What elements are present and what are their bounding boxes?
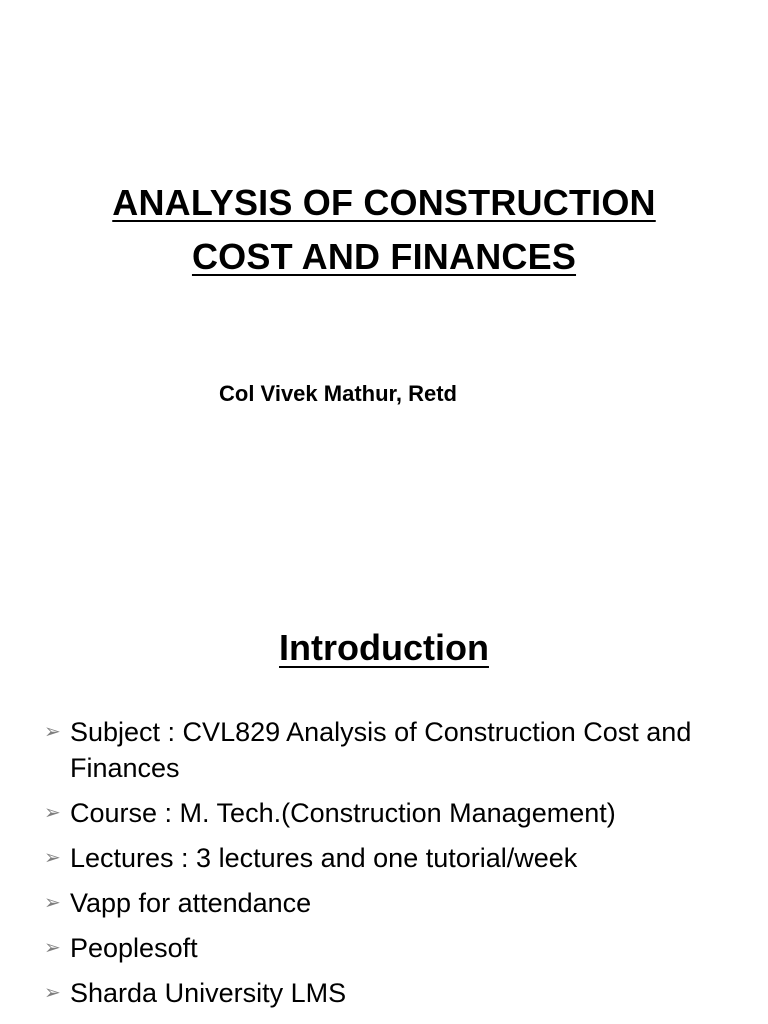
introduction-heading-text: Introduction: [279, 627, 489, 668]
list-item: [44, 930, 734, 966]
arrowhead-bullet-icon: ➢: [44, 982, 61, 1004]
arrowhead-bullet-icon: ➢: [44, 937, 61, 959]
list-item: [44, 885, 734, 921]
arrowhead-bullet-icon: ➢: [44, 802, 61, 824]
list-item: [44, 975, 734, 1011]
list-item-text: Subject : CVL829 Analysis of Construction Cost and Finances: [70, 717, 692, 783]
introduction-heading: [0, 626, 768, 670]
author-name: Col Vivek Mathur, Retd: [219, 381, 457, 406]
title-line-2: COST AND FINANCES: [191, 236, 577, 277]
list-item-text: Course : M. Tech.(Construction Management): [70, 798, 616, 828]
list-item-text: Sharda University LMS: [70, 978, 347, 1008]
list-item: [44, 840, 734, 876]
list-item: [44, 795, 734, 831]
title-line-1: ANALYSIS OF CONSTRUCTION: [112, 182, 656, 223]
list-item-text: Vapp for attendance: [70, 888, 312, 918]
slide-title: [0, 176, 768, 284]
list-item-text: Peoplesoft: [70, 933, 198, 963]
arrowhead-bullet-icon: ➢: [44, 892, 61, 914]
bullet-list: [44, 714, 734, 1020]
arrowhead-bullet-icon: ➢: [44, 721, 61, 743]
introduction-slide: [0, 576, 768, 1024]
arrowhead-bullet-icon: ➢: [44, 847, 61, 869]
list-item-text: Lectures : 3 lectures and one tutorial/week: [70, 843, 578, 873]
list-item: [44, 714, 734, 786]
